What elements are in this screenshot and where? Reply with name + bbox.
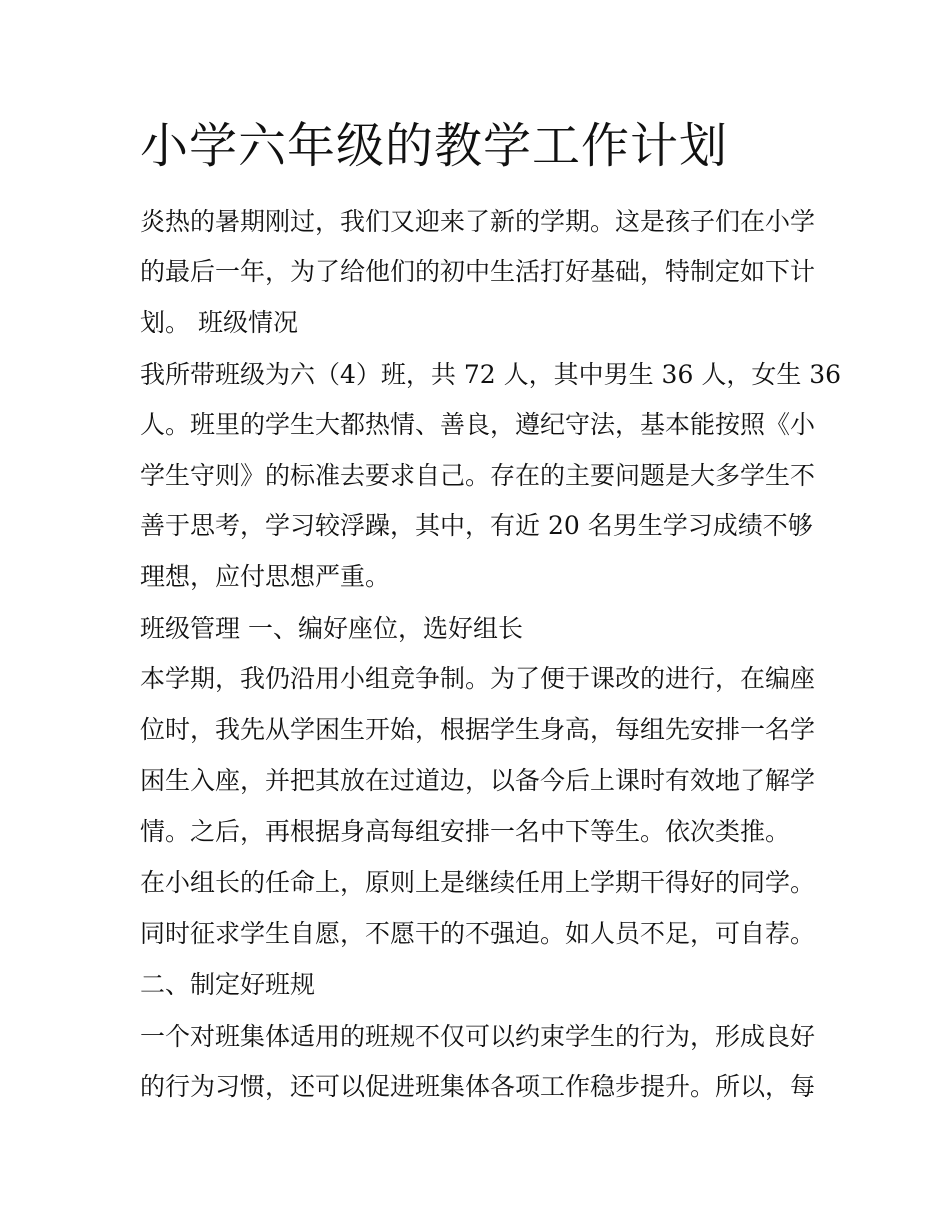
document-title: 小学六年级的教学工作计划 (140, 118, 729, 174)
text-line: 善于思考，学习较浮躁，其中，有近 20 名男生学习成绩不够 (140, 511, 813, 540)
text-line: 情。之后，再根据身高每组安排一名中下等生。依次类推。 (140, 817, 791, 846)
text-line: 的最后一年，为了给他们的初中生活打好基础，特制定如下计 (140, 257, 816, 286)
text-line: 二、制定好班规 (140, 970, 316, 999)
text-line: 的行为习惯，还可以促进班集体各项工作稳步提升。所以，每 (140, 1072, 816, 1101)
text-line: 我所带班级为六（4）班，共 72 人，其中男生 36 人，女生 36 (140, 360, 842, 389)
text-line: 炎热的暑期刚过，我们又迎来了新的学期。这是孩子们在小学 (140, 207, 816, 236)
text-line: 同时征求学生自愿，不愿干的不强迫。如人员不足，可自荐。 (140, 919, 816, 948)
text-line: 班级管理 一、编好座位，选好组长 (140, 614, 523, 643)
text-line: 学生守则》的标准去要求自己。存在的主要问题是大多学生不 (140, 461, 816, 490)
text-line: 人。班里的学生大都热情、善良，遵纪守法，基本能按照《小 (140, 410, 816, 439)
text-line: 本学期，我仍沿用小组竞争制。为了便于课改的进行，在编座 (140, 664, 816, 693)
text-line: 困生入座，并把其放在过道边，以备今后上课时有效地了解学 (140, 766, 816, 795)
text-line: 在小组长的任命上，原则上是继续任用上学期干得好的同学。 (140, 868, 816, 897)
text-line: 划。 班级情况 (140, 308, 298, 337)
text-line: 理想，应付思想严重。 (140, 562, 391, 591)
text-line: 一个对班集体适用的班规不仅可以约束学生的行为，形成良好 (140, 1022, 816, 1051)
text-line: 位时，我先从学困生开始，根据学生身高，每组先安排一名学 (140, 715, 816, 744)
